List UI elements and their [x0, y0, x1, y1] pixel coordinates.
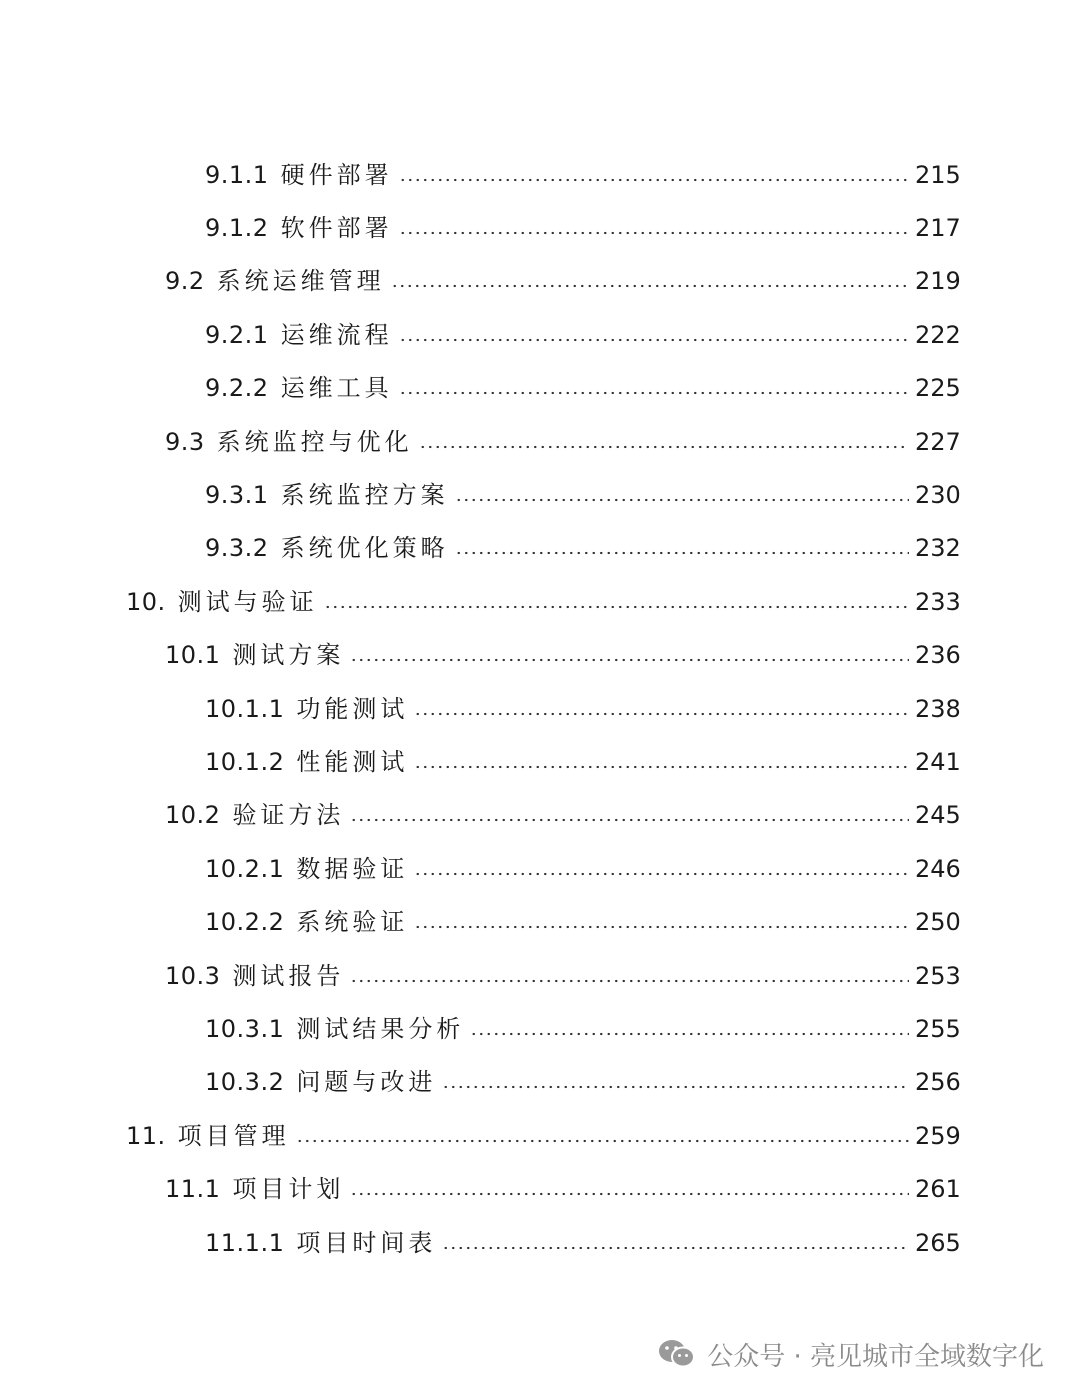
toc-entry-page: 219: [915, 267, 961, 296]
toc-entry: [0, 575, 1080, 628]
toc-entry: [0, 682, 1080, 735]
watermark: [657, 1332, 1044, 1376]
toc-dot-leader: [442, 1085, 909, 1089]
toc-entry-page: 222: [915, 320, 961, 349]
toc-entry: [0, 1162, 1080, 1215]
toc-entry-title: 硬件部署: [280, 160, 393, 189]
toc-entry-number: 10.3.1: [205, 1014, 285, 1043]
toc-dot-leader: [399, 178, 909, 182]
toc-entry-page: 225: [915, 374, 961, 403]
toc-dot-leader: [414, 872, 909, 876]
toc-dot-leader: [455, 551, 909, 555]
toc-entry-title: 测试与验证: [177, 587, 318, 616]
toc-entry: [0, 255, 1080, 308]
toc-entry-number: 10.1.1: [205, 694, 285, 723]
toc-entry: [0, 415, 1080, 468]
toc-entry-title: 运维流程: [280, 320, 393, 349]
toc-entry: [0, 468, 1080, 521]
toc-entry-page: 256: [915, 1068, 961, 1097]
toc-entry: [0, 1109, 1080, 1162]
toc-entry-number: 11.: [126, 1121, 166, 1150]
toc-dot-leader: [350, 979, 909, 983]
toc-entry-number: 9.1.2: [205, 214, 269, 243]
toc-dot-leader: [399, 338, 909, 342]
toc-entry-page: 246: [915, 854, 961, 883]
toc-entry-page: 265: [915, 1228, 961, 1257]
toc-entry-title: 项目计划: [232, 1175, 345, 1204]
toc-dot-leader: [455, 498, 909, 502]
toc-entry-page: 230: [915, 481, 961, 510]
toc-dot-leader: [414, 712, 909, 716]
toc-entry-page: 253: [915, 961, 961, 990]
toc-entry-page: 261: [915, 1175, 961, 1204]
toc-dot-leader: [419, 445, 909, 449]
toc-dot-leader: [350, 658, 909, 662]
toc-entry-number: 10.2.2: [205, 908, 285, 937]
toc-entry-page: 255: [915, 1014, 961, 1043]
toc-entry-number: 10.3.2: [205, 1068, 285, 1097]
toc-entry-number: 9.3: [165, 427, 205, 456]
toc-dot-leader: [442, 1246, 909, 1250]
toc-dot-leader: [350, 818, 909, 822]
toc-entry-title: 系统监控方案: [280, 481, 449, 510]
toc-entry-number: 10.2: [165, 801, 221, 830]
toc-entry-title: 功能测试: [296, 694, 409, 723]
toc-entry-title: 软件部署: [280, 214, 393, 243]
wechat-icon: [657, 1338, 697, 1370]
toc-entry-title: 项目时间表: [296, 1228, 437, 1257]
toc-entry-number: 9.1.1: [205, 160, 269, 189]
toc-entry: [0, 842, 1080, 895]
toc-entry-page: 215: [915, 160, 961, 189]
toc-entry-number: 9.2: [165, 267, 205, 296]
toc-dot-leader: [470, 1032, 909, 1036]
toc-dot-leader: [399, 391, 909, 395]
toc-entry-page: 238: [915, 694, 961, 723]
toc-dot-leader: [391, 284, 909, 288]
toc-entry-page: 236: [915, 641, 961, 670]
toc-entry-number: 10.: [126, 587, 166, 616]
toc-entry-page: 233: [915, 587, 961, 616]
toc-entry-page: 232: [915, 534, 961, 563]
toc-dot-leader: [399, 231, 909, 235]
toc-entry-title: 数据验证: [296, 854, 409, 883]
toc-entry: [0, 522, 1080, 575]
table-of-contents: [0, 148, 1080, 1269]
toc-entry-page: 227: [915, 427, 961, 456]
toc-entry-title: 测试方案: [232, 641, 345, 670]
toc-entry: [0, 1216, 1080, 1269]
watermark-text: 公众号 · 亮见城市全域数字化: [707, 1341, 1044, 1372]
toc-entry-number: 11.1: [165, 1175, 221, 1204]
toc-entry: [0, 949, 1080, 1002]
toc-entry-title: 系统监控与优化: [216, 427, 413, 456]
toc-entry: [0, 735, 1080, 788]
toc-entry: [0, 1056, 1080, 1109]
toc-entry-title: 系统运维管理: [216, 267, 385, 296]
toc-entry: [0, 629, 1080, 682]
toc-entry-title: 测试结果分析: [296, 1014, 465, 1043]
toc-dot-leader: [350, 1192, 909, 1196]
toc-entry: [0, 895, 1080, 948]
toc-entry: [0, 1002, 1080, 1055]
toc-entry: [0, 308, 1080, 361]
toc-entry: [0, 148, 1080, 201]
toc-entry-number: 10.1: [165, 641, 221, 670]
toc-entry-title: 系统优化策略: [280, 534, 449, 563]
toc-entry-title: 性能测试: [296, 747, 409, 776]
toc-entry-page: 250: [915, 908, 961, 937]
toc-entry-page: 259: [915, 1121, 961, 1150]
toc-entry-title: 运维工具: [280, 374, 393, 403]
toc-entry-number: 11.1.1: [205, 1228, 285, 1257]
toc-entry-number: 9.3.2: [205, 534, 269, 563]
toc-entry-page: 241: [915, 747, 961, 776]
toc-entry-number: 10.1.2: [205, 747, 285, 776]
toc-entry-page: 245: [915, 801, 961, 830]
toc-entry-number: 10.2.1: [205, 854, 285, 883]
toc-entry-number: 9.3.1: [205, 481, 269, 510]
toc-entry-number: 10.3: [165, 961, 221, 990]
toc-entry-title: 项目管理: [177, 1121, 290, 1150]
toc-dot-leader: [296, 1139, 909, 1143]
toc-entry: [0, 789, 1080, 842]
toc-dot-leader: [414, 925, 909, 929]
toc-entry-number: 9.2.2: [205, 374, 269, 403]
toc-entry: [0, 362, 1080, 415]
toc-entry-title: 验证方法: [232, 801, 345, 830]
toc-entry: [0, 201, 1080, 254]
toc-entry-title: 问题与改进: [296, 1068, 437, 1097]
toc-entry-page: 217: [915, 214, 961, 243]
toc-entry-title: 测试报告: [232, 961, 345, 990]
toc-dot-leader: [324, 605, 909, 609]
toc-entry-title: 系统验证: [296, 908, 409, 937]
toc-entry-number: 9.2.1: [205, 320, 269, 349]
toc-dot-leader: [414, 765, 909, 769]
